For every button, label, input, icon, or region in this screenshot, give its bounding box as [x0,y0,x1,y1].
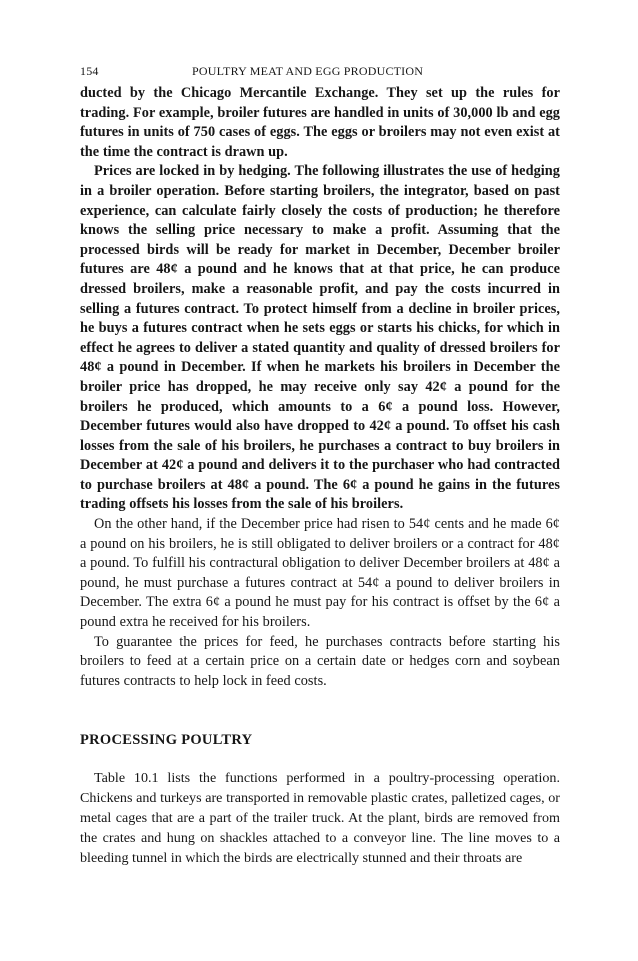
book-page [80,62,560,869]
running-head [80,62,560,84]
paragraph-hedging: Prices are locked in by hedging. The following illustrates the use of hedging in a broiler operation. Before starting broilers, the integrator, based on past experience, can calculate fairly closely the costs of production; he therefore knows the selling price necessary to make a profit. Assuming that the processed birds will be ready for market in December, December broiler futures are 48¢ a pound and he knows that at that price, he can produce dressed broilers, make a reasonable profit, and pay the costs incurred in selling a futures contract. To protect himself from a decline in broiler prices, he buys a futures contract when he sets eggs or starts his chicks, for which in effect he agrees to deliver a stated quantity and quality of dressed broilers for 48¢ a pound in December. If when he markets his broilers in December the broiler price has dropped, he may receive only say 42¢ a pound for the broilers he produced, which amounts to a 6¢ a pound loss. However, December futures would also have dropped to 42¢ a pound. To offset his cash losses from the sale of his broilers, he purchases a contract to buy broilers in December at 42¢ a pound and delivers it to the purchaser who had contracted to purchase broilers at 48¢ a pound. The 6¢ a pound he gains in the futures trading offsets his losses from the sale of his broilers. [80,163,560,513]
paragraph-price-rise: On the other hand, if the December price had risen to 54¢ cents and he made 6¢ a pound on his broilers, he is still obligated to deliver broilers or a contract for 48¢ a pound. To fulfill his contractural obligation to deliver December broilers at 48¢ a pound, he must purchase a futures contract at 54¢ a pound to deliver broilers in December. The extra 6¢ a pound he must pay for his contract is offset by the 6¢ a pound extra he received for his broilers. [80,516,560,631]
paragraph-continued: ducted by the Chicago Mercantile Exchange. They set up the rules for trading. For example, broiler futures are handled in units of 30,000 lb and egg futures in units of 750 cases of eggs. The eggs or broilers may not even exist at the time the contract is drawn up. [80,85,560,160]
body-text [80,84,560,691]
paragraph-processing: Table 10.1 lists the functions performed in a poultry-processing operation. Chickens and turkeys are transported in removable plastic crates, palletized cages, or metal cages that are a part of the trailer truck. At the plant, birds are removed from the crates and hung on shackles attached to a conveyor line. The line moves to a bleeding tunnel in which the birds are electrically stunned and their throats are [80,770,560,867]
page-number: 154 [80,64,99,78]
running-title: POULTRY MEAT AND EGG PRODUCTION [192,64,424,78]
section-heading: PROCESSING POULTRY [80,732,253,749]
section-body [80,769,560,869]
hedging-text-block [80,84,560,515]
paragraph-feed-prices: To guarantee the prices for feed, he purchases contracts before starting his broilers to feed at a certain price on a certain date or hedges corn and soybean futures contracts to help lock in feed costs. [80,633,560,689]
